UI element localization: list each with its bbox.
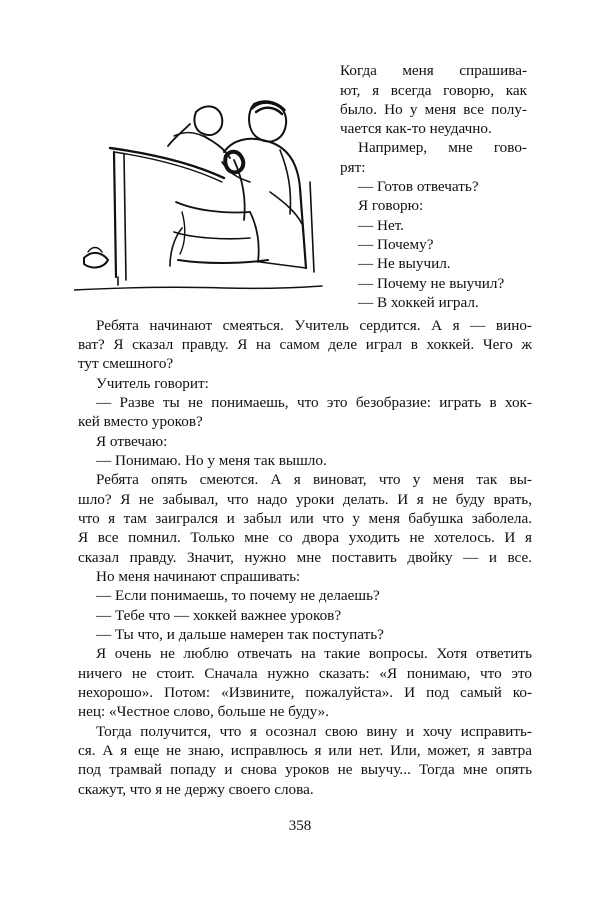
text-line: — Понимаю. Но у меня так вышло. — [96, 452, 327, 469]
text-line: — Нет. — [358, 217, 404, 234]
text-line: Я очень не люблю отвечать на такие вопросы. Хотя ответить — [96, 645, 532, 662]
text-line: Я говорю: — [358, 197, 424, 214]
text-line: ся. А я еще не знаю, исправлюсь я или нет. Или, может, я завтра — [78, 742, 532, 759]
text-line: чается как-то неудачно. — [340, 120, 492, 137]
text-line: ват? Я сказал правду. Я на самом деле играл в хоккей. Чего ж — [78, 336, 532, 353]
text-line: тут смешного? — [78, 355, 174, 372]
text-line: ют, я всегда говорю, как — [340, 82, 527, 99]
text-line: — Ты что, и дальше намерен так поступать? — [96, 626, 384, 643]
text-line: — Почему не выучил? — [358, 275, 505, 292]
text-line: — Готов отвечать? — [358, 178, 479, 195]
text-line: — Разве ты не понимаешь, что это безобразие: играть в хок- — [96, 394, 532, 411]
text-line: что я там заигрался и забыл или что у меня бабушка заболела. — [78, 510, 532, 527]
text-line: Когда меня спрашива- — [340, 62, 527, 79]
text-line: ничего не стоит. Сначала нужно сказать: «Я понимаю, что это — [78, 665, 532, 682]
text-line: Например, мне гово- — [358, 139, 527, 156]
text-line: — Если понимаешь, то почему не делаешь? — [96, 587, 380, 604]
text-line: шло? Я не забывал, что надо уроки делать. И я не буду врать, — [78, 491, 532, 508]
text-line: под трамвай попаду и снова уроков не выучу... Тогда мне опять — [78, 761, 532, 778]
text-line: нехорошо». Потом: «Извините, пожалуйста». И под самый ко- — [78, 684, 532, 701]
text-line: Но меня начинают спрашивать: — [96, 568, 301, 585]
illustration-drawing — [74, 92, 324, 297]
text-line: — Почему? — [358, 236, 434, 253]
text-line: Учитель говорит: — [96, 375, 209, 392]
page-number: 358 — [288, 818, 312, 834]
text-line: — Не выучил. — [358, 255, 451, 272]
text-line: нец: «Честное слово, больше не буду». — [78, 703, 329, 720]
text-line: Я отвечаю: — [96, 433, 168, 450]
text-line: рят: — [340, 159, 366, 176]
text-line: — Тебе что — хоккей важнее уроков? — [96, 607, 342, 624]
text-line: Ребята опять смеются. А я виноват, что у меня так вы- — [96, 471, 532, 488]
illustration-boys-at-desk — [74, 92, 324, 297]
text-line: сказал правду. Значит, нужно мне поставить двойку — и все. — [78, 549, 532, 566]
text-line: Ребята начинают смеяться. Учитель сердится. А я — вино- — [96, 317, 532, 334]
text-line: скажут, что я не держу своего слова. — [78, 781, 314, 798]
text-line: — В хоккей играл. — [358, 294, 479, 311]
text-line: Я все помнил. Только мне со двора уходить не хотелось. И я — [78, 529, 532, 546]
text-line: было. Но у меня все полу- — [340, 101, 527, 118]
text-line: Тогда получится, что я осознал свою вину и хочу исправить- — [96, 723, 532, 740]
text-line: кей вместо уроков? — [78, 413, 203, 430]
